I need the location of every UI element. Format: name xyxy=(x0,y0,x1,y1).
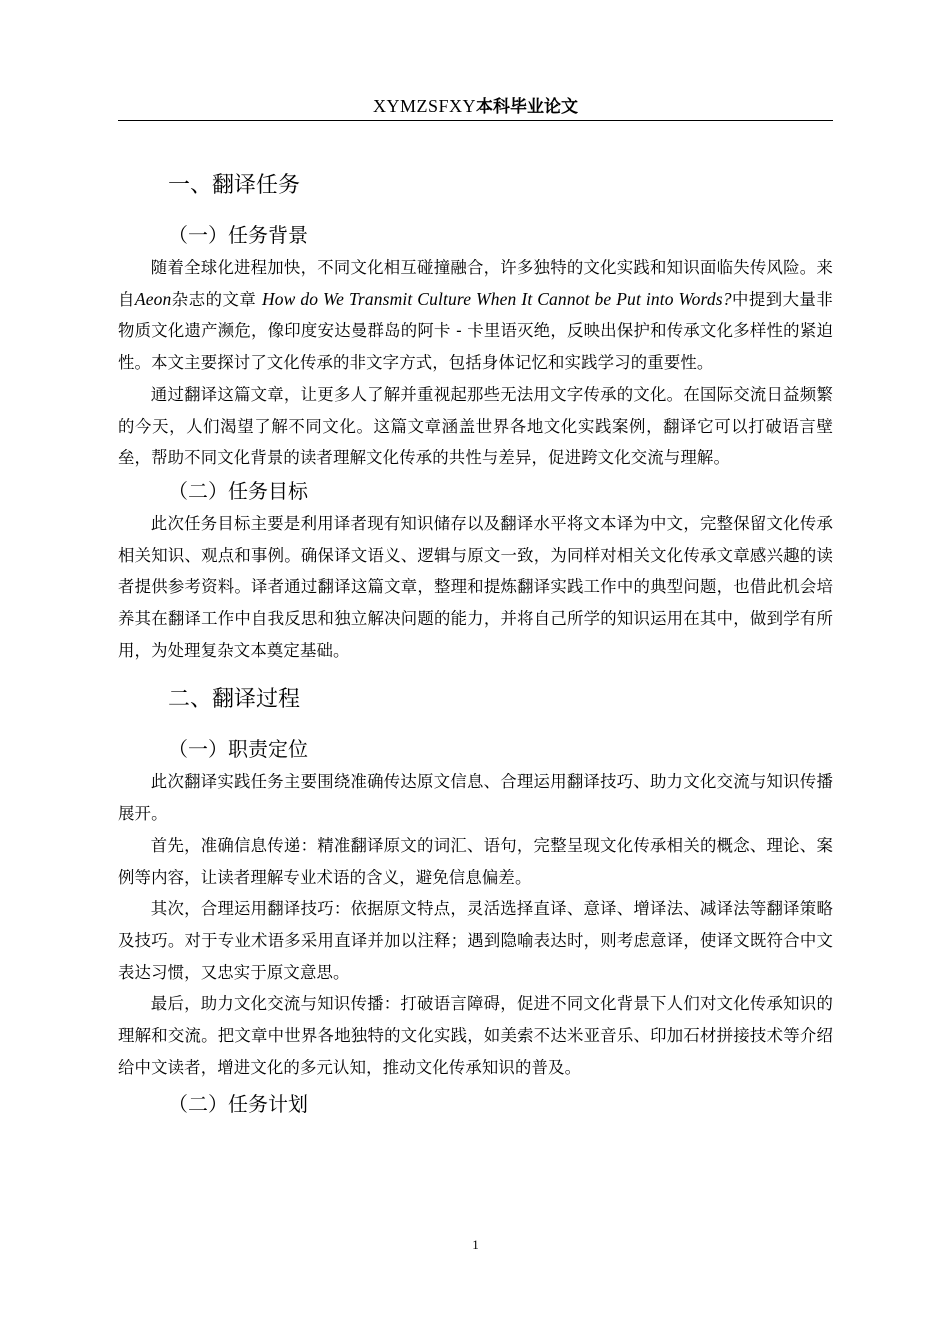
section-2-1-paragraph-1: 此次翻译实践任务主要围绕准确传达原文信息、合理运用翻译技巧、助力文化交流与知识传播展开。 xyxy=(118,772,833,824)
article-title: How do We Transmit Culture When It Cannot be Put into Words? xyxy=(261,288,732,309)
section-1-heading: 一、翻译任务 xyxy=(168,173,301,198)
header-title: 本科毕业论文 xyxy=(476,97,579,117)
section-1-2-paragraph-1: 此次任务目标主要是利用译者现有知识储存以及翻译水平将文本译为中文，完整保留文化传承相关知识、观点和事例。确保译文语义、逻辑与原文一致，为同样对相关文化传承文章感兴趣的读者提供参考资料。译者通过翻译这篇文章，整理和提炼翻译实践工作中的典型问题，也借此机会培养其在翻译工作中自我反思和独立解决问题的能力，并将自己所学的知识运用在其中，做到学有所用，为处理复杂文本奠定基础。 xyxy=(118,513,833,660)
paragraph-text: 杂志的文章 xyxy=(171,289,262,309)
section-2-2-heading: （二）任务计划 xyxy=(168,1092,308,1117)
section-1-1-paragraph-2: 通过翻译这篇文章，让更多人了解并重视起那些无法用文字传承的文化。在国际交流日益频繁的今天，人们渴望了解不同文化。这篇文章涵盖世界各地文化实践案例，翻译它可以打破语言壁垒，帮助不同文化背景的读者理解文化传承的共性与差异，促进跨文化交流与理解。 xyxy=(118,384,833,468)
section-2-heading: 二、翻译过程 xyxy=(168,687,301,713)
section-2-1-paragraph-4: 最后，助力文化交流与知识传播：打破语言障碍，促进不同文化背景下人们对文化传承知识的理解和交流。把文章中世界各地独特的文化实践，如美索不达米亚音乐、印加石材拼接技术等介绍给中文读者，增进文化的多元认知，推动文化传承知识的普及。 xyxy=(118,994,833,1077)
body-content xyxy=(118,166,833,1121)
section-2-1-paragraph-3: 其次，合理运用翻译技巧：依据原文特点，灵活选择直译、意译、增译法、减译法等翻译策略及技巧。对于专业术语多采用直译并加以注释；遇到隐喻表达时，则考虑意译，使译文既符合中文表达习惯，又忠实于原文意思。 xyxy=(118,899,833,982)
paragraph-text: 中提到大量非物质文化遗产濒危，像印度安达曼群岛的阿卡 - 卡里语灭绝，反映出保护和传承文化多样性的紧迫性。本文主要探讨了文化传承的非文字方式，包括身体记忆和实践学习的重要性。 xyxy=(118,289,833,373)
section-1-1-heading: （一）任务背景 xyxy=(168,223,308,247)
running-header xyxy=(118,94,833,119)
header-rule xyxy=(118,120,833,121)
magazine-name: Aeon xyxy=(134,288,172,309)
document-page xyxy=(118,0,833,1344)
paragraph-text: 随着全球化进程加快，不同文化相互碰撞融合，许多独特的文化实践和知识面临失传风险。来自 xyxy=(118,258,833,309)
header-code: XYMZSFXY xyxy=(372,96,477,116)
section-2-1-heading: （一）职责定位 xyxy=(168,737,308,762)
section-1-1-paragraph-1 xyxy=(118,252,833,379)
page-number: 1 xyxy=(472,1237,479,1252)
section-2-1-paragraph-2: 首先，准确信息传递：精准翻译原文的词汇、语句，完整呈现文化传承相关的概念、理论、案例等内容，让读者理解专业术语的含义，避免信息偏差。 xyxy=(118,835,833,887)
section-1-2-heading: （二）任务目标 xyxy=(168,478,308,503)
